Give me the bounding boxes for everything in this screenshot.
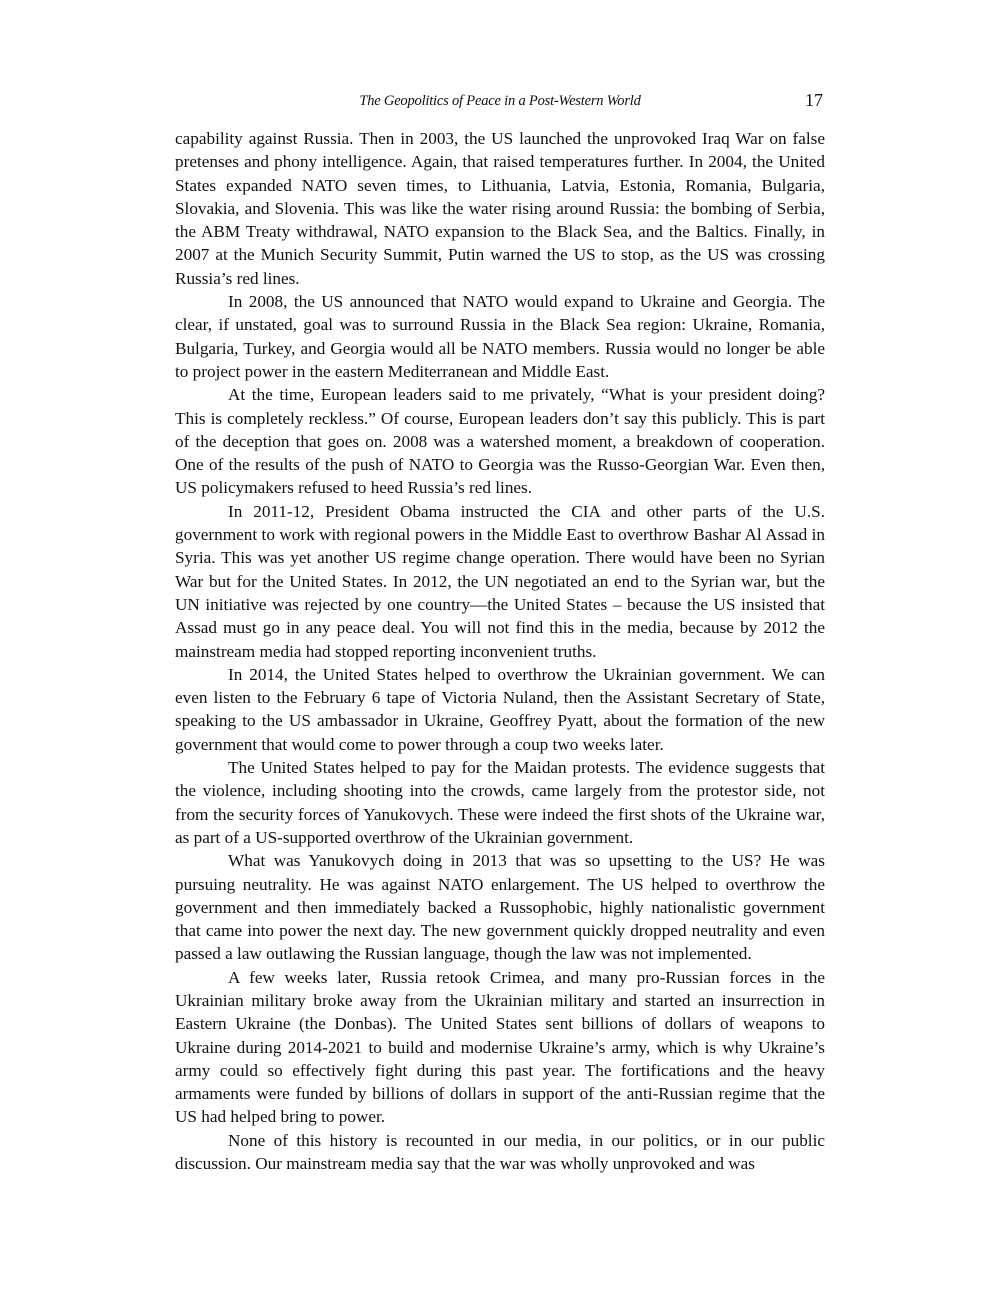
paragraph: None of this history is recounted in our media, in our politics, or in our public discussion. Our mainstream media say that the war was wholly unprovoked and was xyxy=(175,1130,825,1174)
body-text xyxy=(175,127,825,1175)
paragraph: In 2014, the United States helped to overthrow the Ukrainian government. We can even listen to the February 6 tape of Victoria Nuland, then the Assistant Secretary of State, speaking to the US ambassador in Ukraine, Geoffrey Pyatt, about the formation of the new government that would come to power through a coup two weeks later. xyxy=(175,664,825,754)
paragraph: The United States helped to pay for the Maidan protests. The evidence suggests that the violence, including shooting into the crowds, came largely from the protestor side, not from the security forces of Yanukovych. These were indeed the first shots of the Ukraine war, as part of a US-supported overthrow of the Ukrainian government. xyxy=(175,758,825,847)
paragraph: At the time, European leaders said to me privately, “What is your president doing? This is completely reckless.” Of course, European leaders don’t say this publicly. This is part of the deception that goes on. 2008 was a watershed moment, a breakdown of cooperation. One of the results of the push of NATO to Georgia was the Russo-Georgian War. Even then, US policymakers refused to heed Russia’s red lines. xyxy=(175,385,825,498)
paragraph: What was Yanukovych doing in 2013 that was so upsetting to the US? He was pursuing neutrality. He was against NATO enlargement. The US helped to overthrow the government and then immediately backed a Russophobic, highly nationalistic government that came into power the next day. The new government quickly dropped neutrality and even passed a law outlawing the Russian language, though the law was not implemented. xyxy=(175,851,825,964)
running-header xyxy=(175,90,825,116)
paragraph: In 2011-12, President Obama instructed the CIA and other parts of the U.S. government to work with regional powers in the Middle East to overthrow Bashar Al Assad in Syria. This was yet another US regime change operation. There would have been no Syrian War but for the United States. In 2012, the UN negotiated an end to the Syrian war, but the UN initiative was rejected by one country—the United States – because the US insisted that Assad must go in any peace deal. You will not find this in the media, because by 2012 the mainstream media had stopped reporting inconvenient truths. xyxy=(175,501,825,661)
paragraph-continuation: capability against Russia. Then in 2003, the US launched the unprovoked Iraq War on false pretenses and phony intelligence. Again, that raised temperatures further. In 2004, the United States expanded NATO seven times, to Lithuania, Latvia, Estonia, Romania, Bulgaria, Slovakia, and Slovenia. This was like the water rising around Russia: the bombing of Serbia, the ABM Treaty withdrawal, NATO expansion to the Black Sea, and the Baltics. Finally, in 2007 at the Munich Security Summit, Putin warned the US to stop, as the US was crossing Russia’s red lines. xyxy=(175,129,825,288)
paragraph: A few weeks later, Russia retook Crimea, and many pro-Russian forces in the Ukrainian military broke away from the Ukrainian military and started an insurrection in Eastern Ukraine (the Donbas). The United States sent billions of dollars of weapons to Ukraine during 2014-2021 to build and modernise Ukraine’s army, which is why Ukraine’s army could so effectively fight during this past year. The fortifications and the heavy armaments were funded by billions of dollars in support of the anti-Russian regime that the US had helped bring to power. xyxy=(175,967,825,1127)
paragraph: In 2008, the US announced that NATO would expand to Ukraine and Georgia. The clear, if unstated, goal was to surround Russia in the Black Sea region: Ukraine, Romania, Bulgaria, Turkey, and Georgia would all be NATO members. Russia would no longer be able to project power in the eastern Mediterranean and Middle East. xyxy=(175,292,825,381)
running-title: The Geopolitics of Peace in a Post-Western World xyxy=(359,93,641,109)
page-number: 17 xyxy=(805,90,823,110)
